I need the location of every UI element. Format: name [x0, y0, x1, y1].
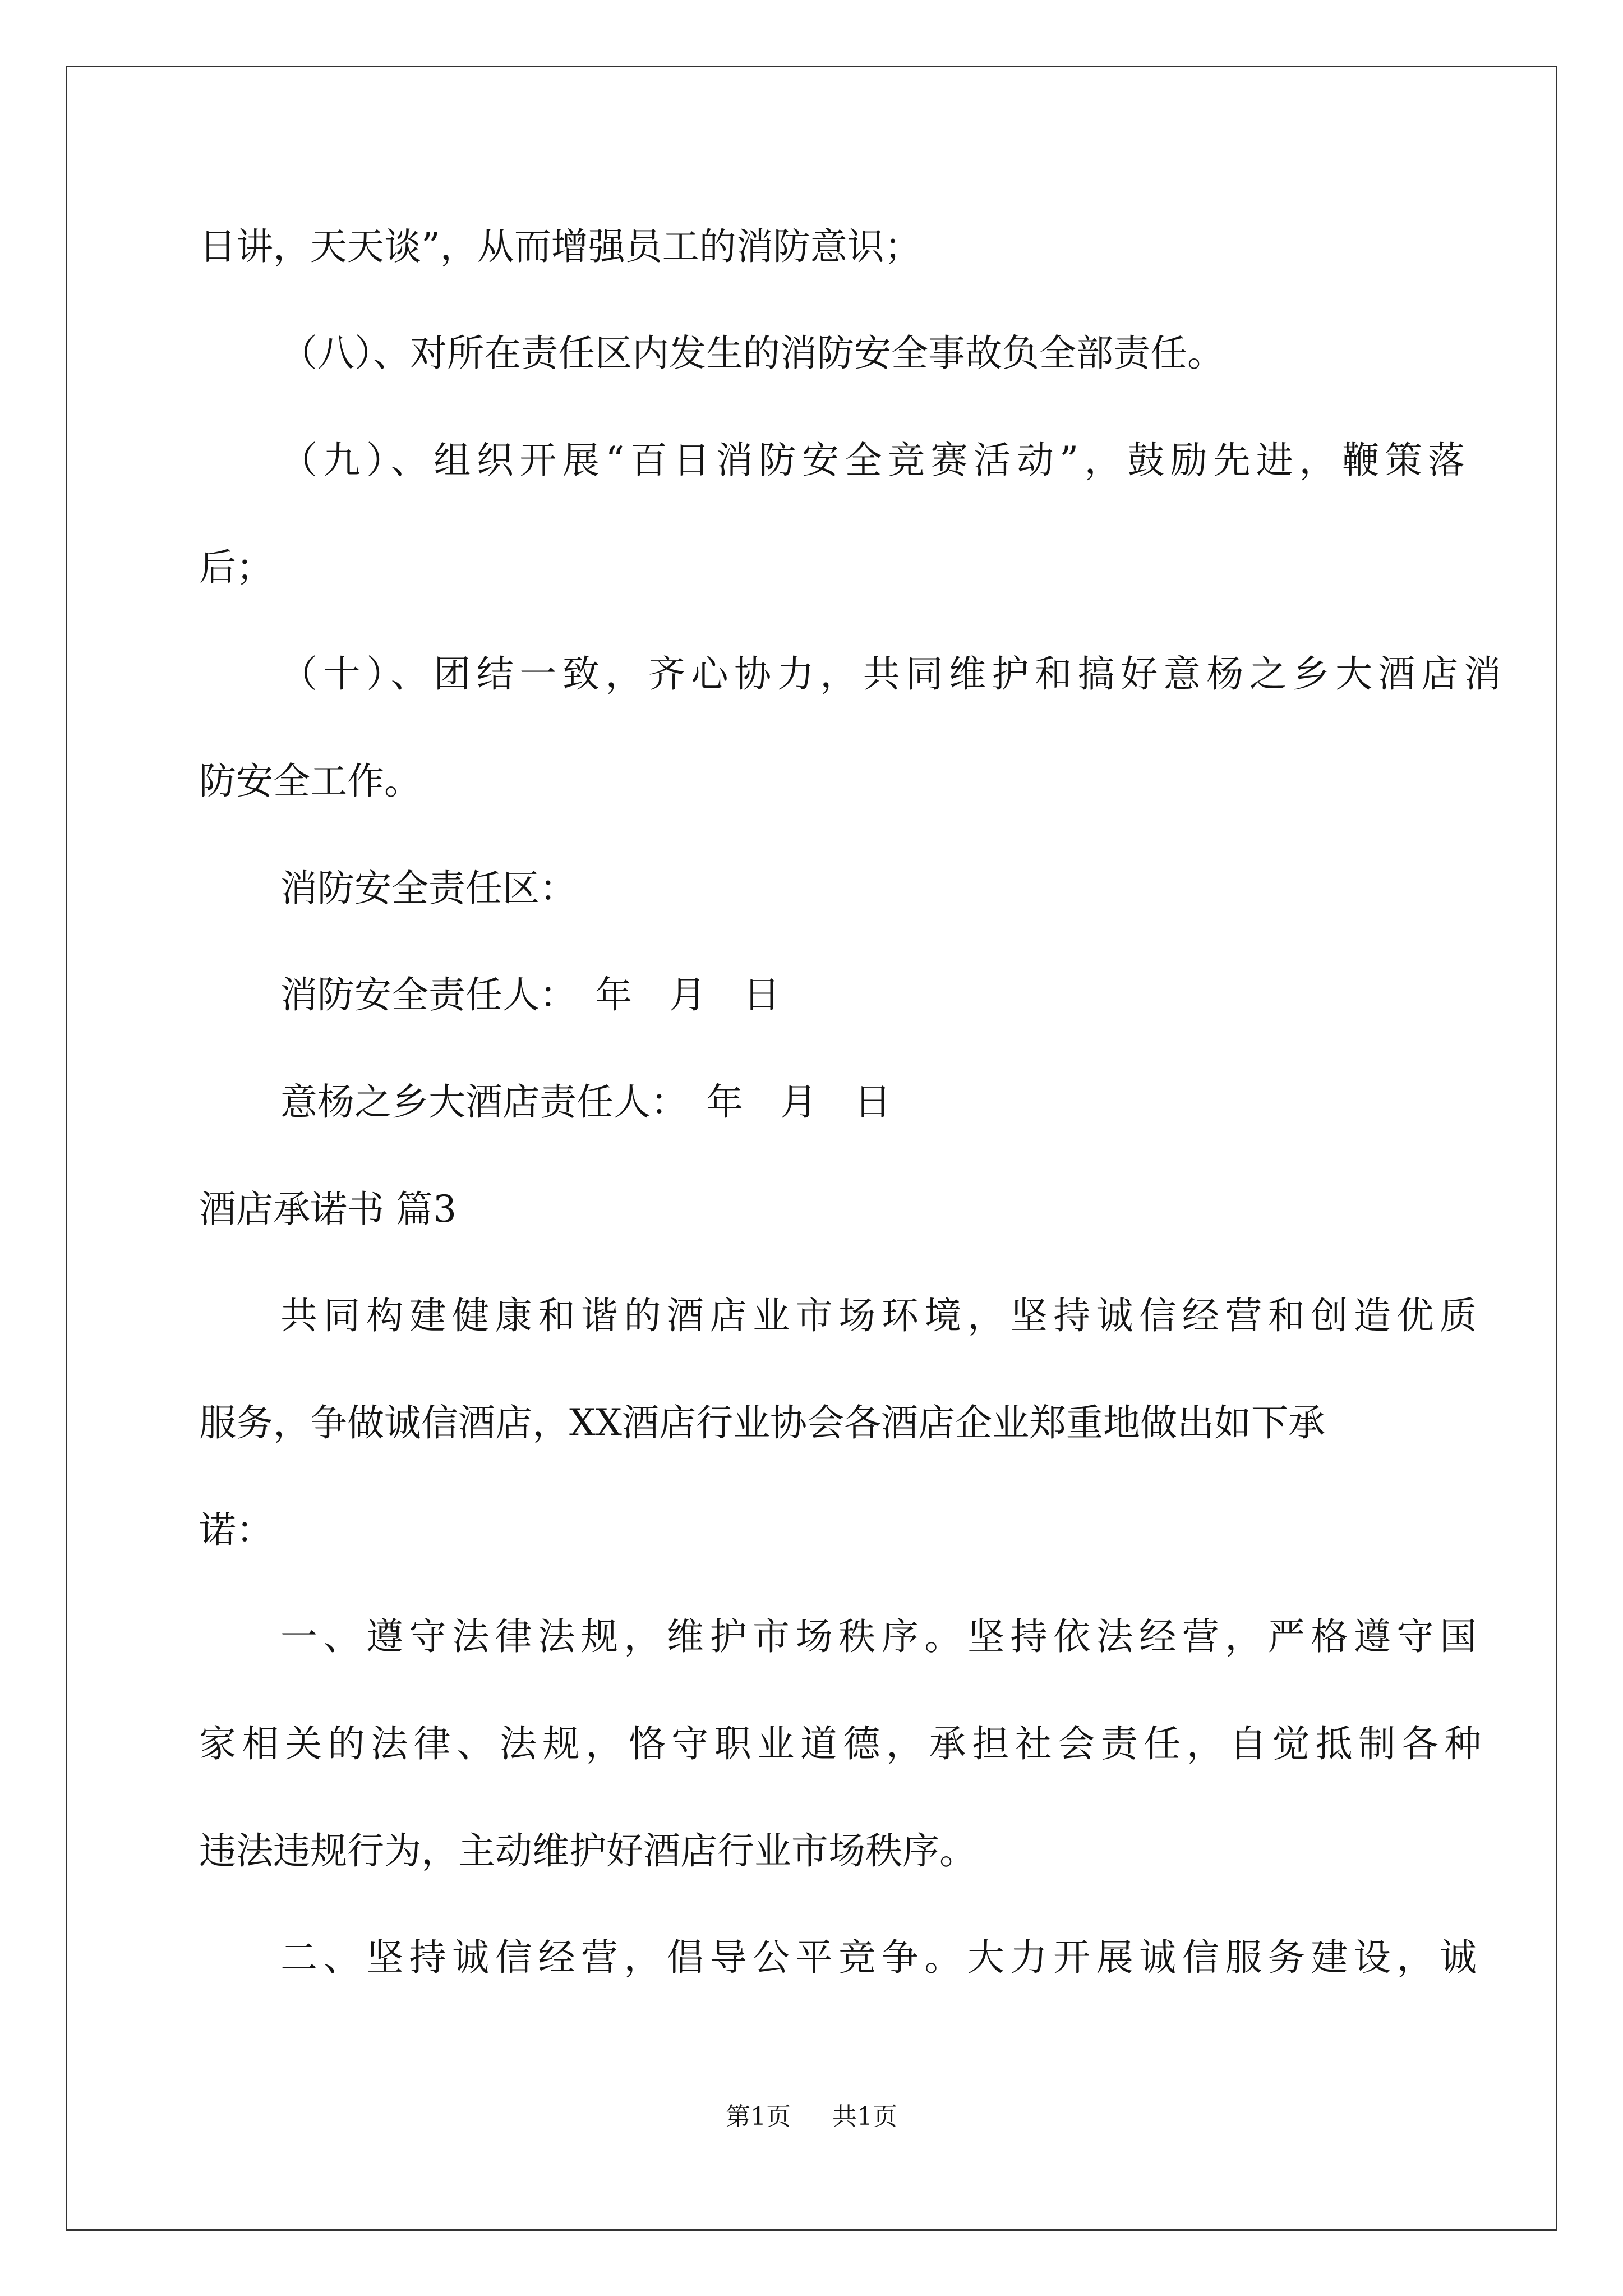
body-line-9: 诺： — [199, 1508, 273, 1552]
section-heading: 酒店承诺书 篇3 — [199, 1188, 457, 1231]
body-line-7: 共同构建健康和谐的酒店业市场环境，坚持诚信经营和创造优质 — [280, 1294, 1483, 1337]
page-border — [66, 66, 1557, 2231]
body-line-4: 后； — [199, 546, 273, 589]
body-line-3: （九）、组织开展“百日消防安全竞赛活动”，鼓励先进，鞭策落 — [280, 439, 1471, 482]
body-line-2: （八）、对所在责任区内发生的消防安全事故负全部责任。 — [280, 332, 1224, 375]
body-line-6: 防安全工作。 — [199, 760, 421, 803]
body-line-10: 一、遵守法律法规，维护市场秩序。坚持依法经营，严格遵守国 — [280, 1615, 1483, 1658]
body-line-11: 家相关的法律、法规，恪守职业道德，承担社会责任，自觉抵制各种 — [199, 1722, 1487, 1765]
signature-person-line: 消防安全责任人： 年 月 日 — [280, 973, 780, 1016]
body-line-12: 违法违规行为，主动维护好酒店行业市场秩序。 — [199, 1829, 976, 1872]
signature-hotel-line: 意杨之乡大酒店责任人： 年 月 日 — [280, 1080, 891, 1124]
body-line-8: 服务，争做诚信酒店，XX酒店行业协会各酒店企业郑重地做出如下承 — [199, 1401, 1325, 1444]
body-line-1: 日讲，天天谈”，从而增强员工的消防意识； — [199, 225, 921, 268]
page-number: 第1页 — [726, 2102, 791, 2131]
page-footer — [0, 2101, 1623, 2133]
signature-area-label: 消防安全责任区： — [280, 867, 577, 910]
body-line-13: 二、坚持诚信经营，倡导公平竞争。大力开展诚信服务建设，诚 — [280, 1936, 1483, 1979]
body-line-5: （十）、团结一致，齐心协力，共同维护和搞好意杨之乡大酒店消 — [280, 652, 1507, 696]
page-total: 共1页 — [832, 2102, 897, 2131]
